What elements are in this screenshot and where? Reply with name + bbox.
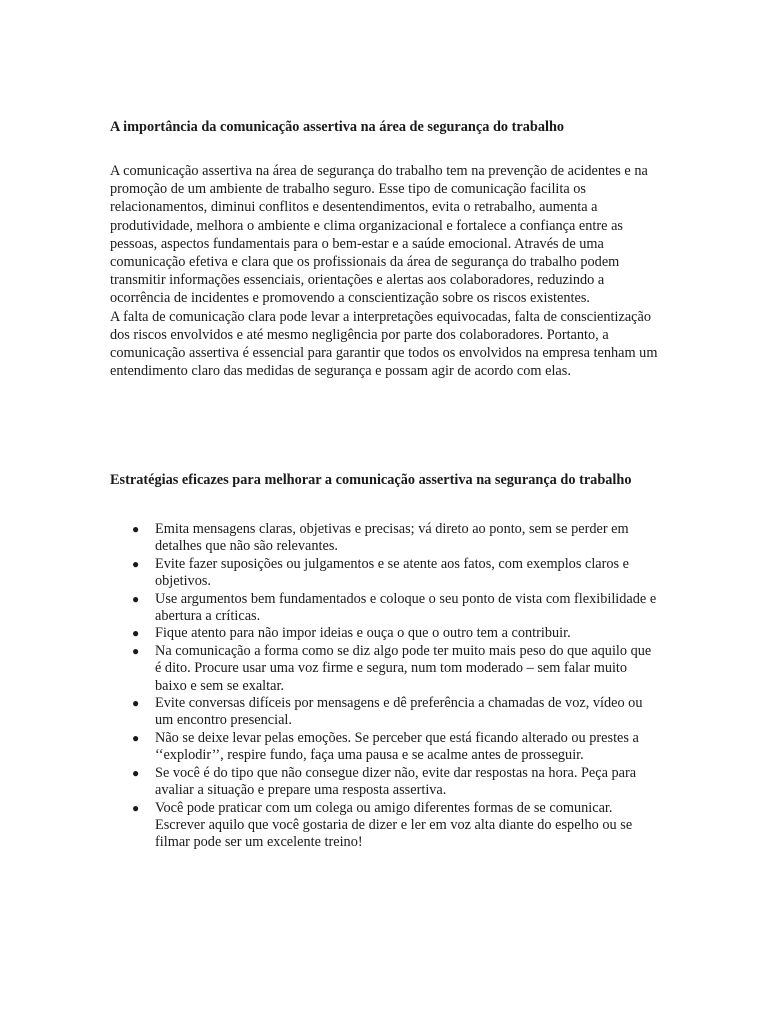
list-item-text: Você pode praticar com um colega ou amigo diferentes formas de se comunicar. Escrever aquilo que você gostaria de dizer e ler em voz alta diante do espelho ou se filmar pode ser um excelente treino! (155, 799, 633, 851)
bullet-icon: ● (132, 591, 140, 606)
list-item-text: Não se deixe levar pelas emoções. Se perceber que está ficando alterado ou prestes a ‘‘explodir’’, respire fundo, faça uma pausa e se acalme antes de prosseguir. (155, 729, 639, 764)
paragraph-2: A falta de comunicação clara pode levar a interpretações equivocadas, falta de conscientização dos riscos envolvidos e até mesmo negligência por parte dos colaboradores. Portanto, a comunicação assertiva é essencial para garantir que todos os envolvidos na empresa tenham um entendimento claro das medidas de segurança e possam agir de acordo com elas. (110, 308, 658, 380)
document-title: A importância da comunicação assertiva na área de segurança do trabalho (110, 119, 565, 135)
list-item-text: Emita mensagens claras, objetivas e precisas; vá direto ao ponto, sem se perder em detalhes que não são relevantes. (155, 521, 629, 555)
bullet-icon: ● (132, 696, 140, 711)
list-item (110, 800, 660, 852)
list-item-text: Na comunicação a forma como se diz algo pode ter muito mais peso do que aquilo que é dito. Procure usar uma voz firme e segura, num tom moderado – sem falar muito baixo e sem se exaltar. (155, 642, 652, 694)
section-title: Estratégias eficazes para melhorar a comunicação assertiva na segurança do trabalho (110, 472, 632, 488)
bullet-icon: ● (132, 522, 140, 536)
list-item-text: Use argumentos bem fundamentados e coloque o seu ponto de vista com flexibilidade e abertura a críticas. (155, 590, 657, 625)
list-item-text: Evite fazer suposições ou julgamentos e se atente aos fatos, com exemplos claros e objetivos. (155, 555, 630, 590)
bullet-icon: ● (132, 643, 140, 658)
list-item (110, 730, 660, 765)
list-item (110, 521, 660, 556)
bullet-icon: ● (132, 556, 140, 571)
bullet-icon: ● (132, 730, 140, 745)
paragraph-1: A comunicação assertiva na área de segurança do trabalho tem na prevenção de acidentes e na promoção de um ambiente de trabalho seguro. Esse tipo de comunicação facilita os relacionamentos, diminui conflitos e desentendimentos, evita o retrabalho, aumenta a produtividade, melhora o ambiente e clima organizacional e fortalece a confiança entre as pessoas, aspectos fundamentais para o bem-estar e a saúde emocional. Através de uma comunicação efetiva e clara que os profissionais da área de segurança do trabalho podem transmitir informações essenciais, orientações e alertas aos colaboradores, reduzindo a ocorrência de incidentes e promovendo a conscientização sobre os riscos existentes. (110, 163, 648, 307)
list-item (110, 556, 660, 591)
list-item (110, 625, 660, 642)
bullet-icon: ● (132, 765, 140, 780)
list-item-text: Fique atento para não impor ideias e ouça o que o outro tem a contribuir. (155, 625, 571, 642)
document-body (110, 162, 658, 380)
list-item (110, 643, 660, 695)
bullet-icon: ● (132, 626, 140, 641)
list-item-text: Se você é do tipo que não consegue dizer não, evite dar respostas na hora. Peça para avaliar a situação e prepare uma resposta assertiva. (155, 764, 637, 799)
list-item-text: Evite conversas difíceis por mensagens e dê preferência a chamadas de voz, vídeo ou um encontro presencial. (155, 695, 643, 729)
list-item (110, 765, 660, 800)
list-item (110, 591, 660, 626)
list-item (110, 695, 660, 730)
bullet-icon: ● (132, 800, 140, 815)
strategy-list (110, 521, 660, 852)
